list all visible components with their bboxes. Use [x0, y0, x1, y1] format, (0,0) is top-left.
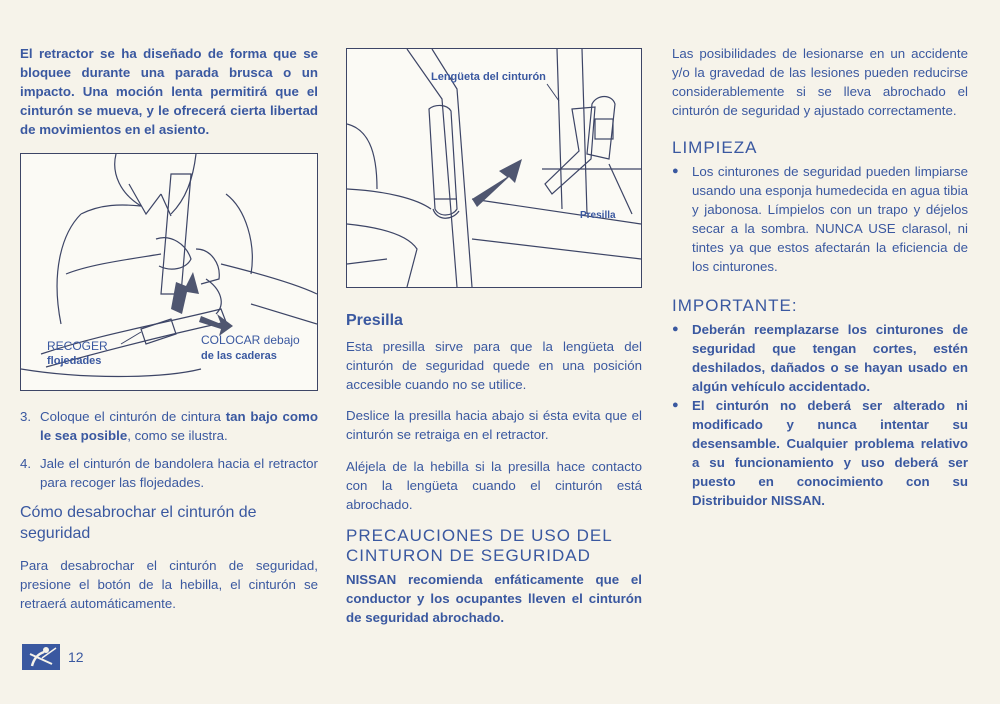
heading-importante: IMPORTANTE:	[672, 296, 798, 315]
importante-item-1: ● Deberán reemplazarse los cinturones de seguridad que tengan cortes, estén deshilados, dañados o se hayan usado en algún vehículo accidentado.	[672, 320, 968, 396]
label-recoger: RECOGER	[47, 339, 108, 353]
label-colocar: COLOCAR debajo	[201, 333, 300, 347]
retractor-intro: El retractor se ha diseñado de forma que se bloquee durante una parada brusca o un impacto. Una moción lenta permitirá que el cinturón se mueva, y le ofrecerá cierta libertad de movimientos en el asiento.	[20, 46, 318, 137]
figure-lap-belt	[20, 153, 318, 391]
page-footer	[22, 644, 84, 670]
precauciones-text: NISSAN recomienda enfáticamente que el conductor y los ocupantes lleven el cinturón de seguridad abrochado.	[346, 572, 642, 625]
heading-presilla: Presilla	[346, 312, 403, 329]
limpieza-text-b: NUNCA USE clarasol, ni tintes ya que estos afectarán la eficiencia de los cinturones.	[692, 221, 968, 274]
injury-intro: Las posibilidades de lesionarse en un accidente y/o la gravedad de las lesiones pueden reducirse considerablemente si se lleva abrochado el cinturón de seguridad y ajustado correctamente.	[672, 46, 968, 118]
column-left	[20, 44, 318, 613]
label-lengueta: Lengüeta del cinturón	[431, 71, 546, 83]
step-3-text-b: tan bajo como le sea posible	[40, 409, 318, 443]
step-4-text: Jale el cinturón de bandolera hacia el retractor para recoger las flojedades.	[40, 456, 318, 490]
step-3-number: 3.	[20, 409, 32, 424]
heading-limpieza: LIMPIEZA	[672, 138, 758, 157]
label-caderas: de las caderas	[201, 350, 277, 362]
heading-precauciones: PRECAUCIONES DE USO DEL CINTURON DE SEGURIDAD	[346, 526, 613, 565]
presilla-illustration	[347, 49, 641, 287]
label-flojedades: flojedades	[47, 355, 102, 367]
limpieza-item	[672, 162, 968, 276]
figure-presilla	[346, 48, 642, 288]
column-middle	[346, 48, 642, 627]
step-4-number: 4.	[20, 456, 32, 471]
label-presilla: Presilla	[580, 210, 616, 221]
presilla-p2: Deslice la presilla hacia abajo si ésta evita que el cinturón se retraiga en el retractor.	[346, 408, 642, 442]
column-right	[672, 44, 968, 510]
step-3-text-c: , como se ilustra.	[127, 428, 228, 443]
step-4	[20, 454, 318, 492]
presilla-p1: Esta presilla sirve para que la lengüeta del cinturón de seguridad quede en una posición accesible cuando no se utilice.	[346, 339, 642, 392]
step-3-text-a: Coloque el cinturón de cintura	[40, 409, 226, 424]
page-number: 12	[68, 649, 84, 665]
limpieza-text-a: Los cinturones de seguridad pueden limpiarse usando una esponja humedecida en agua tibia y jabonosa. Límpielos con un trapo y déjelos secar a la sombra.	[692, 164, 968, 236]
seatbelt-section-icon	[22, 644, 60, 670]
unfasten-text: Para desabrochar el cinturón de seguridad, presione el botón de la hebilla, el cinturón se retraerá automáticamente.	[20, 558, 318, 611]
step-3	[20, 407, 318, 445]
presilla-p3: Aléjela de la hebilla si la presilla hace contacto con la lengüeta cuando el cinturón está abrochado.	[346, 459, 642, 512]
importante-list	[672, 320, 968, 510]
importante-item-2: ● El cinturón no deberá ser alterado ni modificado y nunca intentar su desensamble. Cualquier problema relativo a su funcionamiento y uso deberá ser puesto en conocimiento con su Distribuidor NISSAN.	[672, 396, 968, 510]
heading-unfasten: Cómo desabrochar el cinturón de seguridad	[20, 504, 257, 542]
limpieza-list	[672, 162, 968, 276]
